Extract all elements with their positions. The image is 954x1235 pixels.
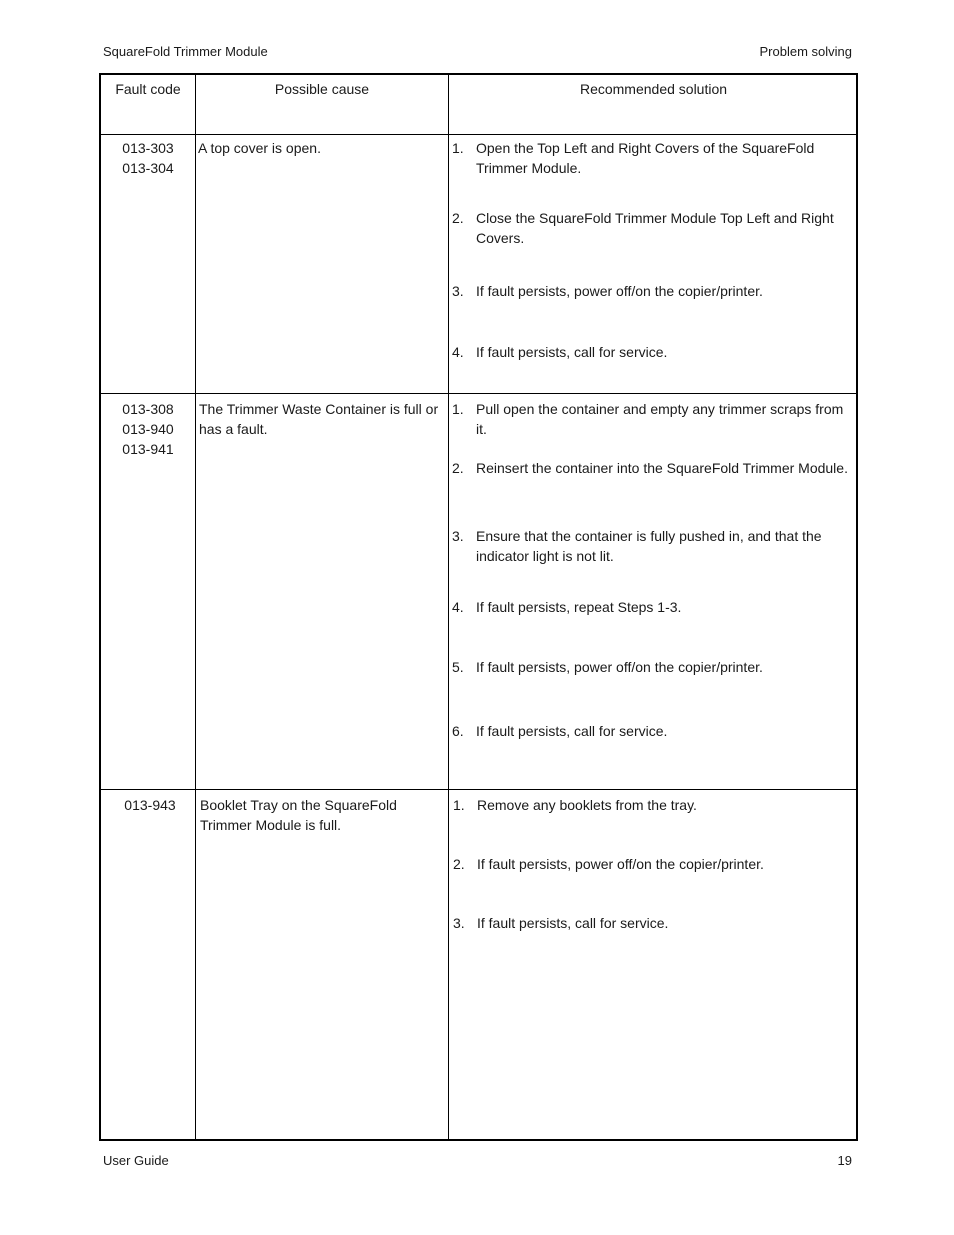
step-number: 6. (452, 723, 464, 739)
step-text: Remove any booklets from the tray. (477, 797, 697, 813)
step-number: 3. (452, 528, 464, 544)
fault-code-cell (101, 795, 199, 815)
column-header-possible-cause: Possible cause (274, 81, 370, 97)
step-number: 3. (453, 915, 465, 931)
fault-code: 013-304 (122, 160, 174, 176)
step-text: Reinsert the container into the SquareFold Trimmer Module. (476, 460, 848, 476)
step-number: 5. (452, 659, 464, 675)
column-divider (195, 75, 196, 1139)
step-text: Ensure that the container is fully pushed in, and that the indicator light is not lit. (476, 528, 822, 564)
step-number: 1. (453, 797, 465, 813)
step-text: If fault persists, call for service. (477, 915, 669, 931)
column-divider (448, 75, 449, 1139)
running-header-section: Problem solving (759, 44, 852, 59)
step-text: If fault persists, call for service. (476, 723, 668, 739)
possible-cause: Booklet Tray on the SquareFold Trimmer Module is full. (200, 797, 397, 833)
step-number: 1. (452, 140, 464, 156)
step-number: 1. (452, 401, 464, 417)
fault-code: 013-940 (122, 421, 174, 437)
fault-code-table (99, 73, 858, 1141)
fault-code: 013-308 (122, 401, 174, 417)
possible-cause: A top cover is open. (198, 140, 321, 156)
fault-code-cell (101, 138, 195, 178)
step-text: If fault persists, power off/on the copier/printer. (476, 283, 763, 299)
row-divider (101, 393, 856, 394)
column-header-fault-code: Fault code (115, 81, 181, 97)
step-number: 4. (452, 344, 464, 360)
column-header-recommended-solution: Recommended solution (579, 81, 728, 97)
step-text: Close the SquareFold Trimmer Module Top Left and Right Covers. (476, 210, 834, 246)
possible-cause: The Trimmer Waste Container is full or has a fault. (199, 401, 439, 437)
step-number: 2. (452, 460, 464, 476)
fault-code: 013-943 (124, 797, 176, 813)
step-text: If fault persists, repeat Steps 1-3. (476, 599, 682, 615)
step-number: 3. (452, 283, 464, 299)
page-number: 19 (837, 1153, 852, 1168)
fault-code-cell (101, 399, 195, 459)
footer-document-title: User Guide (103, 1153, 169, 1168)
step-number: 2. (452, 210, 464, 226)
step-number: 2. (453, 856, 465, 872)
fault-code: 013-303 (122, 140, 174, 156)
step-text: Pull open the container and empty any trimmer scraps from it. (476, 401, 844, 437)
step-text: If fault persists, call for service. (476, 344, 668, 360)
step-text: If fault persists, power off/on the copier/printer. (476, 659, 763, 675)
step-text: If fault persists, power off/on the copier/printer. (477, 856, 764, 872)
step-number: 4. (452, 599, 464, 615)
running-header-title: SquareFold Trimmer Module (103, 44, 268, 59)
fault-code: 013-941 (122, 441, 174, 457)
step-text: Open the Top Left and Right Covers of the SquareFold Trimmer Module. (476, 140, 815, 176)
row-divider (101, 789, 856, 790)
header-row-divider (101, 134, 856, 135)
